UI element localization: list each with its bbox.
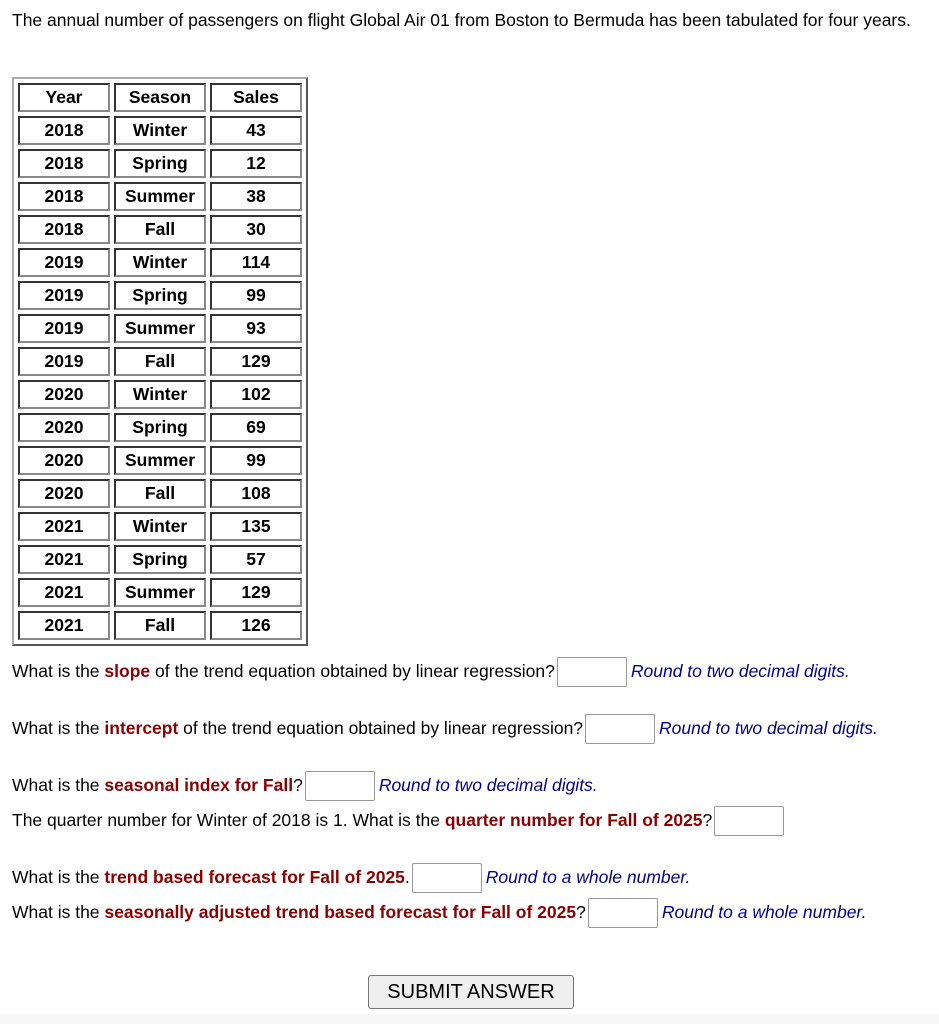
answer-input[interactable]: [305, 771, 375, 801]
table-cell: 2021: [18, 545, 110, 574]
question-text: What is the: [12, 902, 105, 922]
rounding-hint: Round to two decimal digits.: [659, 718, 878, 738]
table-cell: 135: [210, 512, 302, 541]
question-key-term: trend based forecast for Fall of 2025: [104, 867, 405, 887]
table-cell: Fall: [114, 347, 206, 376]
rounding-hint: Round to a whole number.: [661, 902, 867, 922]
question-text: of the trend equation obtained by linear regression?: [178, 718, 584, 738]
table-cell: 99: [210, 281, 302, 310]
question-key-term: slope: [104, 661, 151, 681]
table-cell: 2019: [18, 347, 110, 376]
table-row: [18, 611, 302, 640]
answer-input[interactable]: [557, 657, 627, 687]
question-key-term: seasonal index for Fall: [104, 775, 294, 795]
table-cell: 99: [210, 446, 302, 475]
table-row: [18, 116, 302, 145]
table-cell: Spring: [114, 149, 206, 178]
table-cell: 2020: [18, 446, 110, 475]
table-cell: 2020: [18, 380, 110, 409]
table-cell: 2018: [18, 116, 110, 145]
page-footer: [0, 1014, 939, 1024]
table-cell: Spring: [114, 545, 206, 574]
question-text: ?: [702, 810, 713, 830]
table-row: [18, 545, 302, 574]
table-row: [18, 512, 302, 541]
table-cell: Fall: [114, 611, 206, 640]
table-row: [18, 446, 302, 475]
question-6: [12, 898, 922, 928]
table-row: [18, 215, 302, 244]
table-cell: Winter: [114, 380, 206, 409]
table-cell: Summer: [114, 182, 206, 211]
column-header: Season: [114, 83, 206, 112]
table-row: [18, 479, 302, 508]
rounding-hint: Round to a whole number.: [485, 867, 691, 887]
table-row: [18, 281, 302, 310]
question-text: What is the: [12, 867, 105, 887]
question-key-term: quarter number for Fall of 2025: [444, 810, 703, 830]
table-cell: Summer: [114, 446, 206, 475]
question-key-term: intercept: [104, 718, 179, 738]
table-cell: Fall: [114, 215, 206, 244]
table-row: [18, 413, 302, 442]
table-cell: 93: [210, 314, 302, 343]
table-cell: 38: [210, 182, 302, 211]
table-cell: Spring: [114, 281, 206, 310]
table-cell: 2021: [18, 578, 110, 607]
table-row: [18, 149, 302, 178]
passenger-table: [12, 77, 308, 646]
rounding-hint: Round to two decimal digits.: [378, 775, 598, 795]
question-text: The quarter number for Winter of 2018 is 1. What is the: [12, 810, 445, 830]
question-text: of the trend equation obtained by linear regression?: [150, 661, 555, 681]
question-text: ?: [576, 902, 586, 922]
rounding-hint: Round to two decimal digits.: [630, 661, 850, 681]
answer-input[interactable]: [412, 863, 482, 893]
table-cell: 126: [210, 611, 302, 640]
table-cell: 57: [210, 545, 302, 574]
table-cell: 2019: [18, 248, 110, 277]
problem-intro: The annual number of passengers on flight Global Air 01 from Boston to Bermuda has been tabulated for four years.: [12, 10, 911, 30]
table-cell: 2018: [18, 215, 110, 244]
table-cell: 30: [210, 215, 302, 244]
answer-input[interactable]: [714, 806, 784, 836]
table-cell: Winter: [114, 248, 206, 277]
table-cell: 2019: [18, 314, 110, 343]
table-cell: Summer: [114, 578, 206, 607]
column-header: Year: [18, 83, 110, 112]
table-row: [18, 182, 302, 211]
table-cell: Fall: [114, 479, 206, 508]
answer-input[interactable]: [588, 898, 658, 928]
table-row: [18, 380, 302, 409]
table-cell: 2020: [18, 413, 110, 442]
table-cell: 108: [210, 479, 302, 508]
question-text: What is the: [12, 718, 105, 738]
table-cell: Winter: [114, 116, 206, 145]
table-cell: 129: [210, 347, 302, 376]
table-cell: 69: [210, 413, 302, 442]
table-row: [18, 248, 302, 277]
table-row: [18, 578, 302, 607]
answer-input[interactable]: [585, 714, 655, 744]
question-text: What is the: [12, 661, 105, 681]
question-text: ?: [293, 775, 303, 795]
table-cell: Spring: [114, 413, 206, 442]
question-5: [12, 863, 922, 893]
column-header: Sales: [210, 83, 302, 112]
question-4: [12, 806, 922, 836]
table-cell: Winter: [114, 512, 206, 541]
table-cell: 2019: [18, 281, 110, 310]
table-cell: 12: [210, 149, 302, 178]
question-3: [12, 771, 922, 801]
table-cell: 2018: [18, 149, 110, 178]
table-cell: 2020: [18, 479, 110, 508]
table-header-row: [18, 83, 302, 112]
table-cell: 43: [210, 116, 302, 145]
table-cell: 2021: [18, 611, 110, 640]
table-cell: Summer: [114, 314, 206, 343]
question-text: .: [404, 867, 410, 887]
table-cell: 129: [210, 578, 302, 607]
question-key-term: seasonally adjusted trend based forecast for Fall of 2025: [104, 902, 577, 922]
question-text: What is the: [12, 775, 105, 795]
table-cell: 2021: [18, 512, 110, 541]
question-1: [12, 657, 922, 687]
table-row: [18, 347, 302, 376]
table-cell: 114: [210, 248, 302, 277]
table-cell: 102: [210, 380, 302, 409]
table-cell: 2018: [18, 182, 110, 211]
table-row: [18, 314, 302, 343]
question-2: [12, 714, 922, 744]
submit-answer-button[interactable]: SUBMIT ANSWER: [368, 975, 574, 1009]
